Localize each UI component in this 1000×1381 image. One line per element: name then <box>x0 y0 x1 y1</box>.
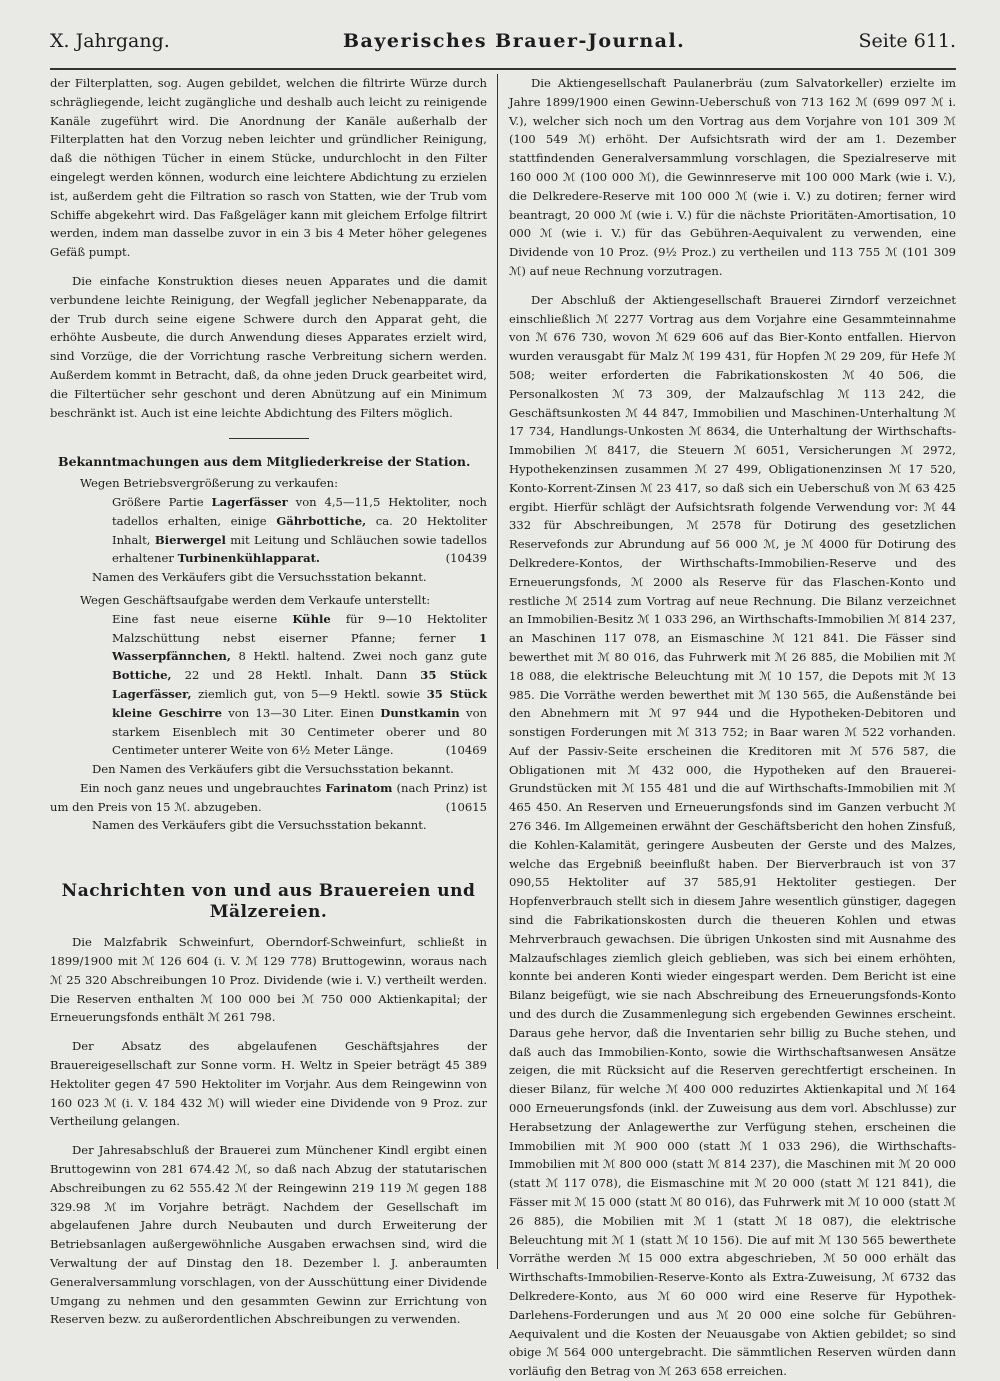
announcement-2-body: Eine fast neue eiserne Kühle für 9—10 Hektoliter Malzschüttung nebst eiserner Pfanne; ferner 1 Wasserpfännchen, 8 Hektl. haltend. Zwei noch ganz gute Bottiche, 22 und 28 Hektl. Inhalt. Dann 35 Stück Lagerfässer, ziemlich gut, von 5—9 Hektl. sowie 35 Stück kleine Geschirre von 13—30 Liter. Einen Dunstkamin von starkem Eisenblech mit 30 Centimeter oberer und 80 Centimeter unterer Weite von 6½ Meter Länge. (10469 <box>112 611 488 758</box>
announcement-1-outro: Namen des Verkäufers gibt die Versuchsstation bekannt. <box>92 570 427 585</box>
announcement-2-intro: Wegen Geschäftsaufgabe werden dem Verkaufe unterstellt: <box>80 592 431 607</box>
journal-title: Bayerisches Brauer-Journal. <box>342 30 686 52</box>
section-separator <box>229 438 309 439</box>
announcement-1-intro: Wegen Betriebsvergrößerung zu verkaufen: <box>80 476 339 491</box>
news-zirndorf: Der Abschluß der Aktiengesellschaft Brauerei Zirndorf verzeichnet einschließlich ℳ 2277 Vortrag aus dem Vorjahre eine Gesammteinnahme von ℳ 676 730, wovon ℳ 629 606 auf das Bier-Konto entfallen. Hiervon wurden verausgabt für Malz ℳ 199 431, für Hopfen ℳ 29 209, für Hefe ℳ 508; weiter erforderten die Fabrikationskosten ℳ 40 506, die Personalkosten ℳ 73 309, der Malzaufschlag ℳ 113 242, die Geschäftsunkosten ℳ 44 847, Immobilien und Maschinen-Unterhaltung ℳ 17 734, Handlungs-Unkosten ℳ 8634, die Unterhaltung der Wirthschafts-Immobilien ℳ 8417, die Steuern ℳ 6051, Versicherungen ℳ 2972, Hypothekenzinsen zusammen ℳ 27 499, Obligationenzinsen ℳ 17 520, Konto-Korrent-Zinsen ℳ 23 417, so daß sich ein Ueberschuß von ℳ 63 425 ergibt. Hierfür schlägt der Aufsichtsrath folgende Verwendung vor: ℳ 44 332 für Abschreibungen, ℳ 2578 für Dotirung des gesetzlichen Reservefonds zur Abrundung auf 56 000 ℳ, je ℳ 4000 für Dotirung des Delkredere-Kontos, der Wirthschafts-Immobilien-Reserve und des Erneuerungsfonds, ℳ 2000 als Reserve für das Flaschen-Konto und restliche ℳ 2514 zum Vortrag auf neue Rechnung. Die Bilanz verzeichnet an Immobilien-Besitz ℳ 1 033 296, an Wirthschafts-Immobilien ℳ 814 237, an Maschinen 117 078, an Eismaschine ℳ 121 841. Die Fässer sind bewerthet mit ℳ 80 016, das Fuhrwerk mit ℳ 26 885, die Mobilien mit ℳ 18 088, die elektrische Beleuchtung mit ℳ 10 157, die Depots mit ℳ 13 985. Die Vorräthe werden bewerthet mit ℳ 130 565, die Außenstände bei den Abnehmern mit ℳ 97 944 und die Hypotheken-Debitoren und sonstigen Forderungen mit ℳ 313 752; in Baar waren ℳ 522 vorhanden. Auf der Passiv-Seite erscheinen die Kreditoren mit ℳ 576 587, die Obligationen mit ℳ 432 000, die Hypotheken auf den Brauerei-Grundstücken mit ℳ 155 481 und die auf Wirthschafts-Immobilien mit ℳ 465 450. An Reserven und Erneuerungsfonds sind im Ganzen verbucht ℳ 276 346. Im Allgemeinen erwähnt der Geschäftsbericht den hohen Zinsfuß, die Kohlen-Kalamität, geringere Ausbeuten der Gerste und des Malzes, welche das Ergebniß beeinflußt haben. Der Bierverbrauch ist von 37 090,55 Hektoliter auf 37 585,91 Hektoliter gestiegen. Der Hopfenverbrauch stellt sich in diesem Jahre wesentlich günstiger, dagegen sind die Fabrikationskosten durch die theueren Kohlen und etwas Mehrverbrauch gewachsen. Die übrigen Unkosten sind mit Ausnahme des Malzaufschlages ziemlich gleich geblieben, was sich bei einem erhöhten, konnte bei anderen Konti wieder eingespart werden. Dem Bericht ist eine Bilanz beigefügt, wie sie nach Abschreibung des Erneuerungsfonds-Konto und des durch die Zusammenlegung sich ergebenden Gewinnes erscheint. Daraus gehe hervor, daß die Inventarien sehr billig zu Buche stehen, und daß auch das Immobilien-Konto, sowie die Wirthschaftsanwesen Ansätze zeigen, die mit Rücksicht auf die Reserven gerechtfertigt erscheinen. In dieser Bilanz, für welche ℳ 400 000 reduzirtes Aktienkapital und ℳ 164 000 Erneuerungsfonds (inkl. der Zuweisung aus dem vorl. Abschlusse) zur Herabsetzung der Anlagewerthe zur Verfügung stehen, erscheinen die Immobilien mit ℳ 900 000 (statt ℳ 1 033 296), die Wirthschafts-Immobilien mit ℳ 800 000 (statt ℳ 814 237), die Maschinen mit ℳ 20 000 (statt ℳ 117 078), die Eismaschine mit ℳ 20 000 (statt ℳ 121 841), die Fässer mit ℳ 15 000 (statt ℳ 80 016), das Fuhrwerk mit ℳ 10 000 (statt ℳ 26 885), die Mobilien mit ℳ 1 (statt ℳ 18 087), die elektrische Beleuchtung mit ℳ 1 (statt ℳ 10 156). Die auf mit ℳ 130 565 bewerthete Vorräthe werden ℳ 15 000 extra abgeschrieben, ℳ 50 000 erhält das Wirthschafts-Immobilien-Reserve-Konto als Extra-Zuweisung, ℳ 6732 das Delkredere-Konto, aus ℳ 60 000 wird eine Reserve für Hypothek-Darlehens-Forderungen und aus ℳ 20 000 eine solche für Gebühren-Aequivalent und die Kosten der Neuausgabe von Aktien gebildet; so sind obige ℳ 564 000 untergebracht. Die sämmtlichen Reserven würden dann vorläufig den Betrag von ℳ 263 658 erreichen. <box>509 292 956 1379</box>
news-section-title: Nachrichten von und aus Brauereien und Mälzereien. <box>61 881 476 923</box>
announcements <box>50 474 487 835</box>
news-sonne-speier: Der Absatz des abgelaufenen Geschäftsjahres der Brauereigesellschaft zur Sonne vorm. H. Weltz in Speier beträgt 45 389 Hektoliter gegen 47 590 Hektoliter im Vorjahr. Aus dem Reingewinn von 160 023 ℳ (i. V. 184 432 ℳ) will wieder eine Dividende von 9 Proz. zur Vertheilung gelangen. <box>50 1039 487 1129</box>
news-muenchener-kindl: Der Jahresabschluß der Brauerei zum Münchener Kindl ergibt einen Bruttogewinn von 281 674.42 ℳ, so daß nach Abzug der statutarischen Abschreibungen zu 62 555.42 ℳ der Reingewinn 219 119 ℳ gegen 188 329.98 ℳ im Vorjahre beträgt. Nachdem der Gesellschaft im abgelaufenen Jahre durch Neubauten und durch Erweiterung der Betriebsanlagen außergewöhnliche Ausgaben erwachsen sind, wird die Verwaltung der auf Dinstag den 18. Dezember l. J. anberaumten Generalversammlung vorschlagen, von der Ausschüttung einer Dividende Umgang zu nehmen und den gesammten Gewinn zur Errichtung von Reserven bezw. zu außerordentlichen Abschreibungen zu verwenden. <box>50 1143 487 1327</box>
announcements-title: Bekanntmachungen aus dem Mitgliederkreise der Station. <box>58 454 471 470</box>
page-header <box>50 30 956 66</box>
right-column <box>497 74 956 1381</box>
news-malzfabrik: Die Malzfabrik Schweinfurt, Oberndorf-Schweinfurt, schließt in 1899/1900 mit ℳ 126 604 (i. V. ℳ 129 778) Bruttogewinn, woraus nach ℳ 25 320 Abschreibungen 10 Proz. Dividende (wie i. V.) vertheilt werden. Die Reserven enthalten ℳ 100 000 bei ℳ 750 000 Aktienkapital; der Erneuerungsfonds enthält ℳ 261 798. <box>50 935 487 1025</box>
volume-label: X. Jahrgang. <box>50 30 170 52</box>
columns <box>50 74 956 1381</box>
announcement-2-outro: Den Namen des Verkäufers gibt die Versuchsstation bekannt. <box>92 762 454 777</box>
filter-paragraph: Die einfache Konstruktion dieses neuen Apparates und die damit verbundene leichte Reinigung, der Wegfall jeglicher Nebenapparate, da der Trub durch seine eigene Schwere durch den Apparat geht, die erhöhte Ausbeute, die durch Anwendung dieses Apparates erzielt wird, sind Vorzüge, die der Vorrichtung rasche Verbreitung sichern werden. Außerdem kommt in Betracht, daß, da ohne jeden Druck gearbeitet wird, die Filtertücher sehr geschont und deren Abnützung auf ein Minimum beschränkt ist. Auch ist eine leichte Abdichtung des Filters möglich. <box>50 273 487 420</box>
page-number: Seite 611. <box>858 30 956 52</box>
announcement-3-outro: Namen des Verkäufers gibt die Versuchsstation bekannt. <box>92 818 427 833</box>
left-column <box>50 74 497 1381</box>
column-divider <box>497 74 498 1269</box>
news-paulanerbraeu: Die Aktiengesellschaft Paulanerbräu (zum Salvatorkeller) erzielte im Jahre 1899/1900 einen Gewinn-Ueberschuß von 713 162 ℳ (699 097 ℳ i. V.), welcher sich noch um den Vortrag aus dem Vorjahre von 101 309 ℳ (100 549 ℳ) erhöht. Der Aufsichtsrath wird der am 1. Dezember stattfindenden Generalversammlung vorschlagen, die Spezialreserve mit 160 000 ℳ (100 000 ℳ), die Gewinnreserve mit 100 000 Mark (wie i. V.), die Delkredere-Reserve mit 100 000 ℳ (wie i. V.) zu dotiren; ferner wird beantragt, 20 000 ℳ (wie i. V.) für die nächste Prioritäten-Amortisation, 10 000 ℳ (wie i. V.) für das Gebühren-Aequivalent zu verwenden, eine Dividende von 10 Proz. (9½ Proz.) zu vertheilen und 113 755 ℳ (101 309 ℳ) auf neue Rechnung vorzutragen. <box>509 76 956 278</box>
announcement-3-body: Ein noch ganz neues und ungebrauchtes Farinatom (nach Prinz) ist um den Preis von 15 ℳ. abzugeben. (10615 <box>50 780 487 814</box>
intro-paragraph: der Filterplatten, sog. Augen gebildet, welchen die filtrirte Würze durch schrägliegende, leicht zugängliche und deshalb auch leicht zu reinigende Kanäle zugeführt wird. Die Anordnung der Kanäle außerhalb der Filterplatten hat den Vorzug neben leichter und gründlicher Reinigung, daß die nöthigen Tücher in einem Stücke, undurchlocht in den Filter eingelegt werden können, wodurch eine leichtere Abdichtung zu erzielen ist, außerdem geht die Filtration so rasch von Statten, wie der Trub vom Schiffe abgekehrt wird. Das Faßgeläger kann mit gleichem Erfolge filtrirt werden, indem man dasselbe zuvor in ein 3 bis 4 Meter höher gelegenes Gefäß pumpt. <box>50 76 487 260</box>
header-rule <box>50 68 956 70</box>
announcement-1-body: Größere Partie Lagerfässer von 4,5—11,5 Hektoliter, noch tadellos erhalten, einige Gährbottiche, ca. 20 Hektoliter Inhalt, Bierwergel mit Leitung und Schläuchen sowie tadellos erhaltener Turbinenkühlapparat. (10439 <box>112 494 488 566</box>
